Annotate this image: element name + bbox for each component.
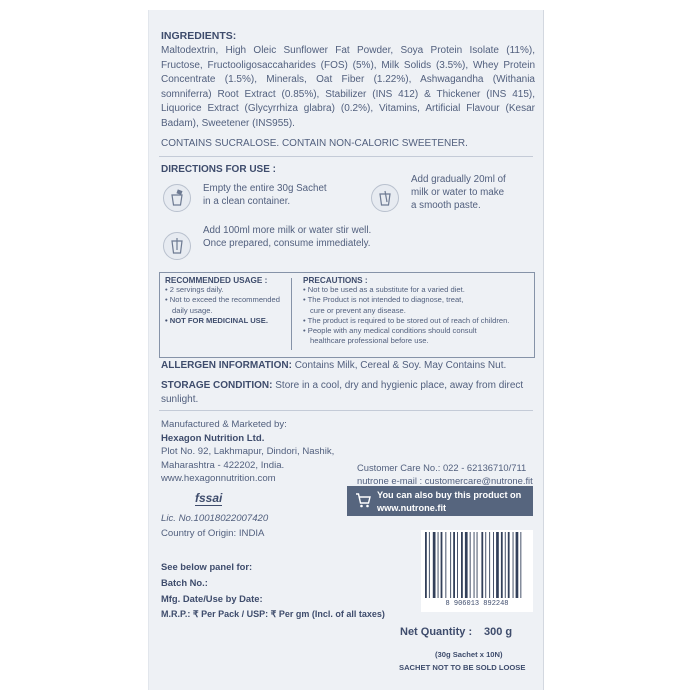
allergen-info: ALLERGEN INFORMATION: Contains Milk, Cereal & Soy. May Contains Nut. <box>161 360 507 371</box>
buy-online-text: You can also buy this product on www.nutrone.fit <box>377 490 522 513</box>
divider <box>159 410 533 411</box>
ingredients-title: INGREDIENTS: <box>161 30 237 42</box>
contains-note: CONTAINS SUCRALOSE. CONTAIN NON-CALORIC SWEETENER. <box>161 138 468 149</box>
directions-title: DIRECTIONS FOR USE : <box>161 164 277 175</box>
usage-box-divider <box>291 278 292 350</box>
customer-care-phone: Customer Care No.: 022 - 62136710/711 <box>357 462 527 473</box>
mrp: M.R.P.: ₹ Per Pack / USP: ₹ Per gm (Incl. of all taxes) <box>161 609 385 619</box>
buy-online-banner[interactable] <box>347 486 533 516</box>
label-panel <box>148 10 544 690</box>
direction-step-3: Add 100ml more milk or water stir well. Once prepared, consume immediately. <box>203 225 372 249</box>
barcode-number: 8 906013 892248 <box>445 600 509 608</box>
country-of-origin: Country of Origin: INDIA <box>161 528 265 539</box>
recommended-usage: RECOMMENDED USAGE : • 2 servings daily. • Not to exceed the recommended daily usage. • NOT FOR MEDICINAL USE. <box>165 276 280 325</box>
precautions: PRECAUTIONS : • Not to be used as a substitute for a varied diet. • The Product is not intended to diagnose, treat, cure or prevent any disease. • The product is required to be stored out of reach of children. • People with any medical conditions should consult healthcare professional before use. <box>303 276 510 346</box>
barcode <box>421 530 533 612</box>
batch-number: Batch No.: <box>161 577 208 588</box>
fssai-logo: fssai <box>195 491 223 505</box>
customer-care-email: nutrone e-mail : customercare@nutrone.fit <box>357 475 533 486</box>
license-number: Lic. No.10018022007420 <box>161 513 269 524</box>
storage-condition: STORAGE CONDITION: Store in a cool, dry and hygienic place, away from direct sunlight. <box>161 380 524 405</box>
net-quantity-label: Net Quantity : <box>400 626 473 638</box>
loose-sale-note: SACHET NOT TO BE SOLD LOOSE <box>399 663 526 672</box>
net-quantity-value: 300 g <box>484 626 513 638</box>
stir-glass-icon <box>371 184 399 212</box>
barcode-bars <box>421 530 533 602</box>
direction-step-2: Add gradually 20ml of milk or water to make a smooth paste. <box>411 174 506 211</box>
see-below-panel: See below panel for: <box>161 561 253 572</box>
direction-step-1: Empty the entire 30g Sachet in a clean container. <box>203 183 327 207</box>
divider <box>159 156 533 157</box>
mfg-date: Mfg. Date/Use by Date: <box>161 593 263 604</box>
manufacturer-info: Manufactured & Marketed by: Hexagon Nutrition Ltd. Plot No. 92, Lakhmapur, Dindori, Nashik, Maharashtra - 422202, India. www.hexagonnutrition.com <box>161 419 335 485</box>
glass-icon <box>163 232 191 260</box>
ingredients-text: Maltodextrin, High Oleic Sunflower Fat Powder, Soya Protein Isolate (11%), Fructose, Fructooligosaccaharides (FOS) (5%), Milk Solids (3.5%), Whey Protein Concentrate (1.5%), Minerals, Oat Fiber (1.22%), Ashwagandha (Withania somniferra) Root Extract (0.85%), Stabilizer (INS 412) & Thickener (INS 415), Liquorice Extract (Glycyrrhiza glabra) (0.2%), Vitamins, Artificial Flavour (Kesar Badam), Sweetener (INS955). <box>161 45 535 129</box>
sachet-info: (30g Sachet x 10N) <box>435 650 503 659</box>
shopping-cart-icon <box>355 493 371 512</box>
sachet-icon <box>163 184 191 212</box>
